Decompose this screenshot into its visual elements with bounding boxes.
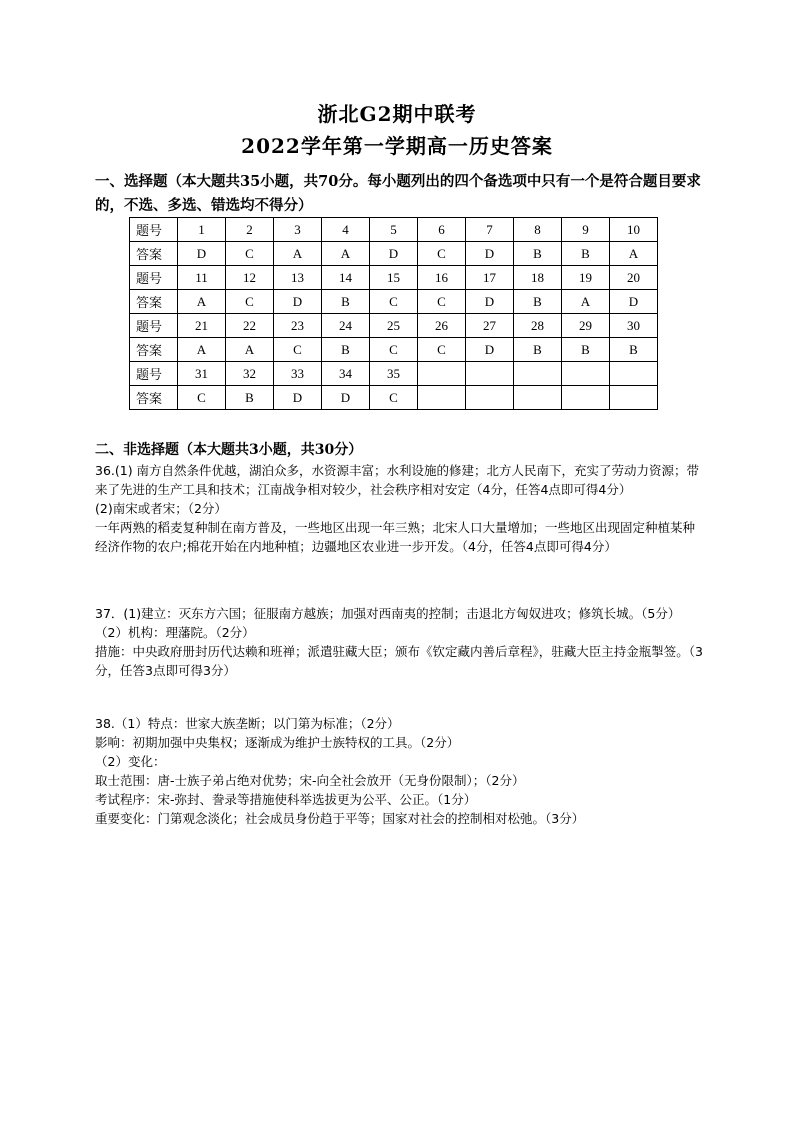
question-number-cell: 5 [370, 218, 418, 242]
answer-cell: A [274, 242, 322, 266]
question-number-cell: 24 [322, 314, 370, 338]
question-number-cell: 11 [178, 266, 226, 290]
question-number-cell: 2 [226, 218, 274, 242]
table-answer-row [130, 242, 658, 266]
section2-heading: 二、非选择题（本大题共3小题，共30分） [95, 442, 363, 458]
answer-cell [466, 386, 514, 410]
question-number-cell: 28 [514, 314, 562, 338]
question-number-cell [610, 362, 658, 386]
table-number-row [130, 362, 658, 386]
question-number-cell: 16 [418, 266, 466, 290]
answer-cell: B [226, 386, 274, 410]
q38-part4: 取士范围：唐-士族子弟占绝对优势；宋-向全社会放开（无身份限制）；（2分） [95, 773, 525, 788]
q36-part3: 一年两熟的稻麦复种制在南方普及，一些地区出现一年三熟；北宋人口大量增加；一些地区出现固定种植某种经济作物的农户;棉花开始在内地种植；边疆地区农业进一步开发。（4分，任答4点即可得4分） [95, 520, 696, 554]
answer-cell: C [418, 338, 466, 362]
q38-part2: 影响：初期加强中央集权；逐渐成为维护士族特权的工具。（2分） [95, 735, 460, 750]
q36-part1: 36.(1) 南方自然条件优越，湖泊众多，水资源丰富；水利设施的修建；北方人民南下，充实了劳动力资源；带来了先进的生产工具和技术；江南战争相对较少，社会秩序相对安定（4分，任答4点即可得4分） [95, 463, 700, 497]
answer-cell: C [274, 338, 322, 362]
question-number-cell: 34 [322, 362, 370, 386]
answer-cell: B [562, 338, 610, 362]
answer-cell [418, 386, 466, 410]
question-number-cell: 25 [370, 314, 418, 338]
question-number-cell: 27 [466, 314, 514, 338]
answer-cell: B [514, 290, 562, 314]
question-number-cell: 13 [274, 266, 322, 290]
answer-cell: B [322, 338, 370, 362]
question-number-cell: 14 [322, 266, 370, 290]
q37-part2: （2）机构：理藩院。（2分） [95, 625, 255, 640]
row-label: 答案 [130, 290, 178, 314]
page-title: 浙北G2期中联考 [317, 102, 477, 126]
table-number-row [130, 266, 658, 290]
table-answer-row [130, 338, 658, 362]
answer-cell: C [370, 290, 418, 314]
answer-cell: D [466, 338, 514, 362]
table-number-row [130, 218, 658, 242]
question-number-cell: 33 [274, 362, 322, 386]
question-number-cell: 20 [610, 266, 658, 290]
answer-cell: C [370, 386, 418, 410]
q37-part1: 37．(1)建立：灭东方六国；征服南方越族；加强对西南夷的控制；击退北方匈奴进攻；修筑长城。（5分） [95, 606, 681, 621]
question-number-cell: 35 [370, 362, 418, 386]
question-number-cell: 7 [466, 218, 514, 242]
q38-part6: 重要变化：门第观念淡化；社会成员身份趋于平等；国家对社会的控制相对松弛。（3分） [95, 811, 585, 826]
question-number-cell: 31 [178, 362, 226, 386]
question-number-cell: 9 [562, 218, 610, 242]
question-number-cell: 30 [610, 314, 658, 338]
answer-cell: D [466, 242, 514, 266]
table-answer-row [130, 386, 658, 410]
q38-part1: 38.（1）特点：世家大族垄断；以门第为标准；（2分） [95, 716, 400, 731]
row-label: 题号 [130, 362, 178, 386]
answer-table [129, 217, 658, 410]
row-label: 答案 [130, 386, 178, 410]
answer-cell: C [418, 290, 466, 314]
question-number-cell: 23 [274, 314, 322, 338]
answer-cell [562, 386, 610, 410]
row-label: 题号 [130, 314, 178, 338]
answer-cell: D [466, 290, 514, 314]
answer-cell: B [322, 290, 370, 314]
question-number-cell: 6 [418, 218, 466, 242]
q37-part3: 措施：中央政府册封历代达赖和班禅；派遣驻藏大臣；颁布《钦定藏内善后章程》，驻藏大臣主持金瓶掣签。（3分，任答3点即可得3分） [95, 644, 703, 678]
question-number-cell: 19 [562, 266, 610, 290]
question-38-answer [95, 714, 707, 828]
question-number-cell: 12 [226, 266, 274, 290]
answer-cell: C [226, 290, 274, 314]
answer-cell [610, 386, 658, 410]
answer-cell: D [322, 386, 370, 410]
answer-cell: A [610, 242, 658, 266]
row-label: 题号 [130, 218, 178, 242]
answer-cell: B [562, 242, 610, 266]
answer-cell: C [178, 386, 226, 410]
question-number-cell: 17 [466, 266, 514, 290]
answer-cell: D [610, 290, 658, 314]
answer-cell [514, 386, 562, 410]
answer-cell: D [274, 386, 322, 410]
question-37-answer [95, 604, 707, 680]
question-number-cell [466, 362, 514, 386]
answer-cell: B [514, 242, 562, 266]
answer-cell: C [418, 242, 466, 266]
question-number-cell: 26 [418, 314, 466, 338]
row-label: 题号 [130, 266, 178, 290]
question-number-cell: 22 [226, 314, 274, 338]
answer-cell: C [226, 242, 274, 266]
answer-cell: A [562, 290, 610, 314]
question-number-cell: 18 [514, 266, 562, 290]
question-number-cell: 8 [514, 218, 562, 242]
question-number-cell: 21 [178, 314, 226, 338]
question-number-cell: 10 [610, 218, 658, 242]
q38-part5: 考试程序：宋-弥封、誊录等措施使科举选拔更为公平、公正。（1分） [95, 792, 477, 807]
answer-cell: B [514, 338, 562, 362]
question-36-answer [95, 461, 707, 556]
question-number-cell: 15 [370, 266, 418, 290]
answer-cell: D [178, 242, 226, 266]
section1-heading: 一、选择题（本大题共35小题，共70分。每小题列出的四个备选项中只有一个是符合题目要求的，不选、多选、错选均不得分） [95, 173, 701, 214]
page-subtitle: 2022学年第一学期高一历史答案 [241, 134, 553, 158]
answer-cell: A [178, 338, 226, 362]
answer-cell: A [226, 338, 274, 362]
question-number-cell: 1 [178, 218, 226, 242]
question-number-cell: 29 [562, 314, 610, 338]
answer-cell: C [370, 338, 418, 362]
q38-part3: （2）变化： [95, 754, 166, 769]
answer-cell: A [178, 290, 226, 314]
answer-cell: B [610, 338, 658, 362]
question-number-cell: 3 [274, 218, 322, 242]
question-number-cell [562, 362, 610, 386]
row-label: 答案 [130, 242, 178, 266]
question-number-cell [418, 362, 466, 386]
answer-cell: D [370, 242, 418, 266]
answer-cell: D [274, 290, 322, 314]
table-answer-row [130, 290, 658, 314]
question-number-cell: 4 [322, 218, 370, 242]
row-label: 答案 [130, 338, 178, 362]
q36-part2: (2)南宋或者宋；（2分） [95, 501, 227, 516]
answer-cell: A [322, 242, 370, 266]
question-number-cell: 32 [226, 362, 274, 386]
table-number-row [130, 314, 658, 338]
question-number-cell [514, 362, 562, 386]
